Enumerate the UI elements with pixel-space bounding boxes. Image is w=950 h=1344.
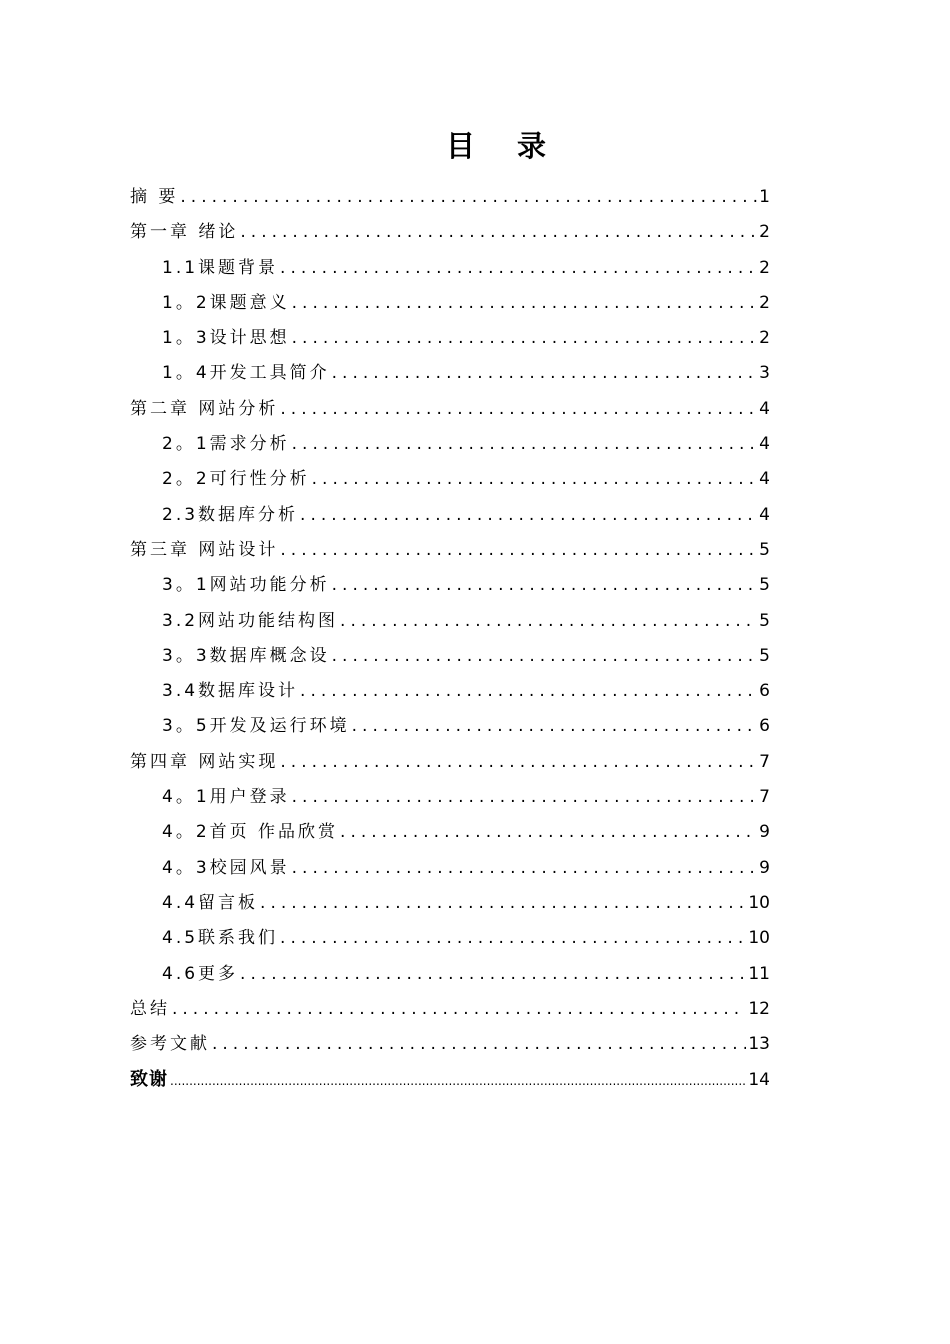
toc-entry-page: 5 (759, 575, 770, 596)
toc-entry-4-3[interactable] (130, 851, 770, 886)
dot-leader (292, 321, 758, 356)
toc-entry-3-2[interactable] (130, 604, 770, 639)
toc-entry-page: 4 (759, 504, 770, 525)
toc-entry-page: 5 (759, 610, 770, 631)
toc-entry-label: 致谢 (130, 1069, 168, 1091)
toc-entry-page: 5 (759, 539, 770, 560)
toc-entry-label: 3。1网站功能分析 (162, 575, 330, 596)
dot-leader (170, 1064, 746, 1099)
toc-entry-2-1[interactable] (130, 427, 770, 462)
toc-entry-page: 3 (759, 363, 770, 384)
toc-entry-page: 4 (759, 469, 770, 490)
dot-leader (212, 1027, 746, 1062)
toc-entry-abstract[interactable] (130, 180, 770, 215)
toc-entry-page: 10 (748, 892, 770, 913)
toc-entry-page: 2 (759, 222, 770, 243)
dot-leader (292, 851, 758, 886)
dot-leader (240, 957, 746, 992)
toc-entry-1-3[interactable] (130, 321, 770, 356)
toc-entry-label: 4。3校园风景 (162, 857, 290, 878)
dot-leader (280, 392, 757, 427)
toc-entry-4-5[interactable] (130, 921, 770, 956)
dot-leader (332, 356, 758, 391)
toc-entry-1-2[interactable] (130, 286, 770, 321)
toc-entry-4-6[interactable] (130, 957, 770, 992)
toc-entry-label: 1。2课题意义 (162, 292, 290, 313)
toc-entry-label: 3。3数据库概念设 (162, 645, 330, 666)
toc-entry-page: 14 (748, 1070, 770, 1091)
dot-leader (292, 286, 758, 321)
toc-entry-3-1[interactable] (130, 568, 770, 603)
toc-entry-label: 总结 (130, 998, 170, 1019)
dot-leader (292, 427, 758, 462)
toc-entry-page: 5 (759, 645, 770, 666)
toc-entry-label: 4.4留言板 (162, 892, 259, 913)
toc-entry-label: 3。5开发及运行环境 (162, 716, 350, 737)
dot-leader (180, 180, 757, 215)
toc-entry-label: 第一章 绪论 (130, 222, 239, 243)
toc-entry-label: 2.3数据库分析 (162, 504, 299, 525)
toc-entry-acknowledgements[interactable] (130, 1062, 770, 1097)
dot-leader (300, 674, 757, 709)
toc-entry-label: 第三章 网站设计 (130, 539, 279, 560)
toc-entry-page: 7 (759, 787, 770, 808)
toc-entry-label: 1。3设计思想 (162, 328, 290, 349)
toc-entry-3-4[interactable] (130, 674, 770, 709)
toc-entry-references[interactable] (130, 1027, 770, 1062)
toc-entry-summary[interactable] (130, 992, 770, 1027)
toc-entry-label: 1。4开发工具简介 (162, 363, 330, 384)
toc-entry-4-2[interactable] (130, 815, 770, 850)
toc-entry-label: 2。2可行性分析 (162, 469, 310, 490)
toc-entry-page: 2 (759, 328, 770, 349)
dot-leader (300, 498, 757, 533)
toc-entry-label: 2。1需求分析 (162, 434, 290, 455)
dot-leader (280, 921, 746, 956)
toc-entry-3-3[interactable] (130, 639, 770, 674)
toc-entry-2-2[interactable] (130, 462, 770, 497)
dot-leader (292, 780, 758, 815)
toc-title: 目 录 (445, 129, 563, 163)
toc-entry-page: 6 (759, 716, 770, 737)
toc-entry-page: 9 (759, 822, 770, 843)
toc-entry-page: 2 (759, 292, 770, 313)
toc-entry-page: 13 (748, 1034, 770, 1055)
toc-entry-chapter-2[interactable] (130, 392, 770, 427)
dot-leader (340, 815, 757, 850)
toc-list (130, 180, 770, 1098)
dot-leader (280, 533, 757, 568)
dot-leader (260, 886, 746, 921)
toc-entry-label: 3.2网站功能结构图 (162, 610, 339, 631)
dot-leader (280, 251, 757, 286)
toc-entry-label: 第二章 网站分析 (130, 398, 279, 419)
toc-entry-page: 9 (759, 857, 770, 878)
toc-entry-label: 1.1课题背景 (162, 257, 279, 278)
toc-entry-label: 4。2首页 作品欣赏 (162, 822, 339, 843)
toc-entry-3-5[interactable] (130, 709, 770, 744)
toc-entry-page: 7 (759, 751, 770, 772)
toc-entry-chapter-1[interactable] (130, 215, 770, 250)
dot-leader (240, 215, 757, 250)
toc-entry-chapter-3[interactable] (130, 533, 770, 568)
toc-entry-label: 3.4数据库设计 (162, 681, 299, 702)
toc-entry-page: 6 (759, 681, 770, 702)
toc-entry-1-1[interactable] (130, 251, 770, 286)
toc-entry-page: 4 (759, 398, 770, 419)
dot-leader (280, 745, 757, 780)
dot-leader (352, 709, 758, 744)
dot-leader (332, 568, 758, 603)
dot-leader (172, 992, 746, 1027)
toc-entry-page: 11 (748, 963, 770, 984)
toc-entry-4-4[interactable] (130, 886, 770, 921)
toc-entry-label: 第四章 网站实现 (130, 751, 279, 772)
toc-entry-label: 参考文献 (130, 1034, 210, 1055)
toc-entry-2-3[interactable] (130, 498, 770, 533)
dot-leader (332, 639, 758, 674)
toc-entry-chapter-4[interactable] (130, 745, 770, 780)
toc-entry-label: 4。1用户登录 (162, 787, 290, 808)
toc-entry-label: 摘 要 (130, 187, 179, 207)
toc-entry-4-1[interactable] (130, 780, 770, 815)
dot-leader (340, 604, 757, 639)
toc-entry-page: 10 (748, 928, 770, 949)
dot-leader (312, 462, 758, 497)
toc-entry-label: 4.5联系我们 (162, 928, 279, 949)
toc-entry-page: 1 (759, 187, 770, 207)
toc-entry-page: 4 (759, 434, 770, 455)
toc-entry-label: 4.6更多 (162, 963, 239, 984)
toc-entry-page: 2 (759, 257, 770, 278)
toc-entry-1-4[interactable] (130, 356, 770, 391)
toc-entry-page: 12 (748, 998, 770, 1019)
